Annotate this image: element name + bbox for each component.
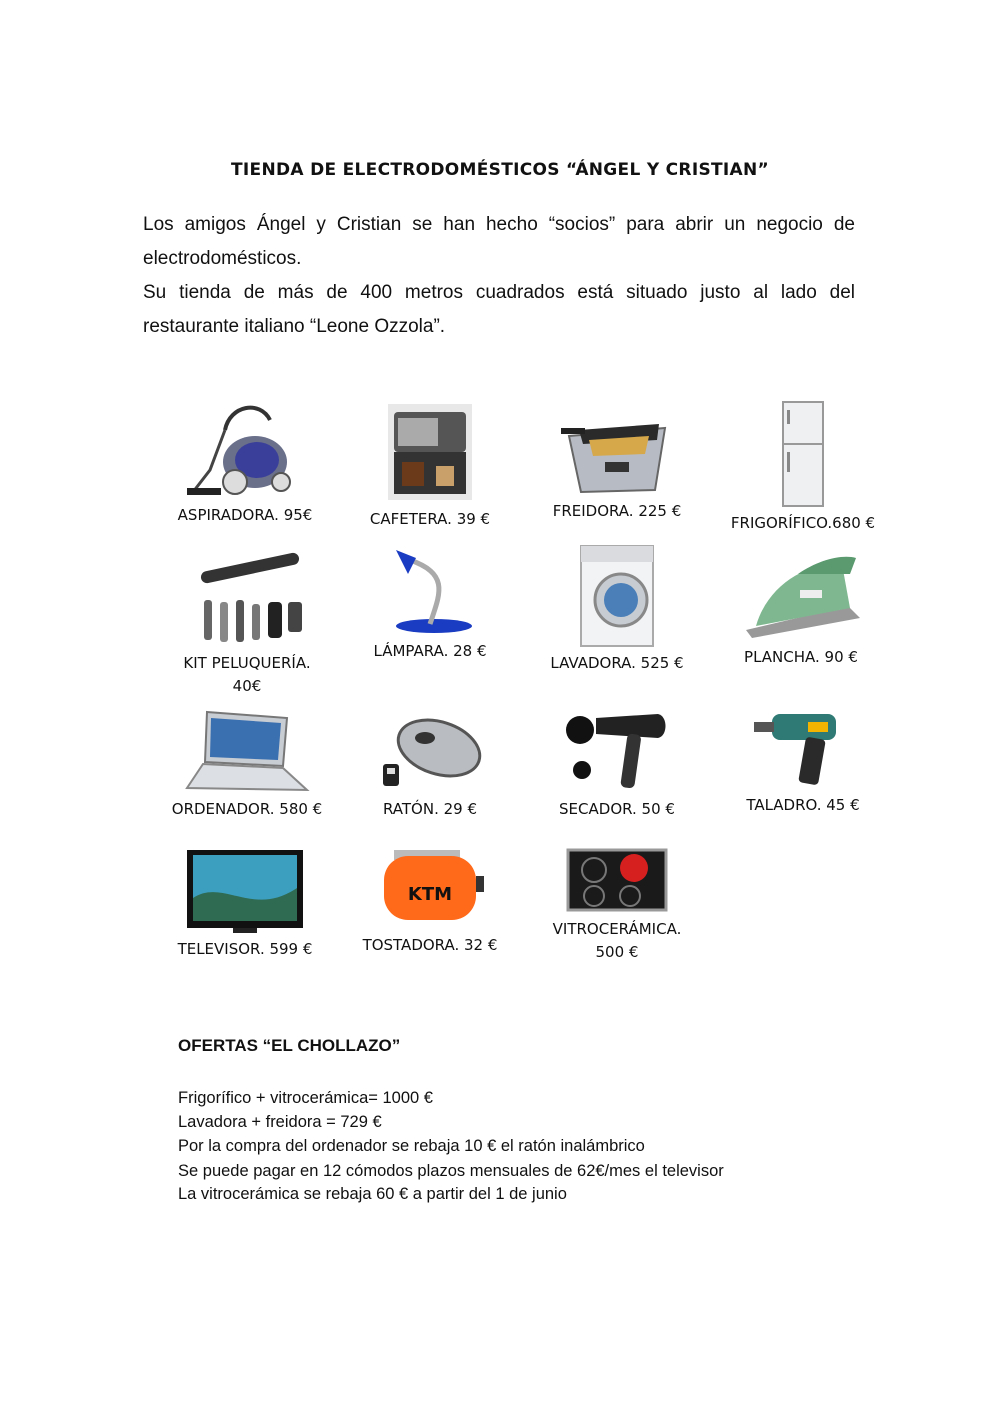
drill-icon [748,708,858,790]
intro-paragraph: Los amigos Ángel y Cristian se han hecho “socios” para abrir un negocio de electrodomésticos. [143,214,855,269]
page-title: TIENDA DE ELECTRODOMÉSTICOS “ÁNGEL Y CRISTIAN” [231,160,769,180]
iron-icon [738,544,864,642]
offer-line: Se puede pagar en 12 cómodos plazos mensuales de 62€/mes el televisor [178,1162,724,1180]
product-raton [340,708,520,821]
product-televisor [155,848,335,961]
washing-machine-icon [567,544,667,648]
product-label: ORDENADOR. 580 € [171,800,323,818]
product-cafetera [340,400,520,531]
product-secador [527,708,707,821]
product-plancha [711,544,891,669]
product-aspiradora [155,400,335,527]
product-lavadora [527,544,707,675]
product-taladro [713,708,893,817]
offer-line: Frigorífico + vitrocerámica= 1000 € [178,1089,433,1107]
product-label: PLANCHA. 90 € [744,648,858,666]
product-label: TELEVISOR. 599 € [177,940,313,958]
fryer-icon [559,400,675,496]
product-label: ASPIRADORA. 95€ [177,506,313,524]
product-label: TALADRO. 45 € [746,796,860,814]
product-vitroceramica [527,848,707,964]
offers-section [178,1036,738,1206]
product-label: VITROCERÁMICA. 500 € [552,920,682,961]
product-freidora [527,400,707,523]
hair-dryer-icon [562,708,672,794]
product-lampara [340,544,520,663]
vacuum-cleaner-icon [185,400,305,500]
offer-line: La vitrocerámica se rebaja 60 € a partir del 1 de junio [178,1185,567,1203]
coffee-maker-icon [380,400,480,504]
lamp-icon [370,544,490,636]
product-ordenador [157,708,337,821]
tv-icon [183,848,307,934]
product-label: LAVADORA. 525 € [550,654,684,672]
product-label: SECADOR. 50 € [559,800,675,818]
product-frigorifico [713,400,893,535]
fridge-icon [763,400,843,508]
product-label: RATÓN. 29 € [382,800,478,818]
product-label: LÁMPARA. 28 € [373,642,487,660]
toaster-icon [370,848,490,930]
product-tostadora [340,848,520,957]
product-label: FRIGORÍFICO.680 € [730,514,876,532]
product-label: TOSTADORA. 32 € [362,936,498,954]
product-label: KIT PELUQUERÍA. 40€ [183,654,311,695]
offers-heading: OFERTAS “EL CHOLLAZO” [178,1036,401,1055]
hair-kit-icon [184,544,310,648]
product-label: FREIDORA. 225 € [552,502,682,520]
svg-text:KTM: KTM [407,884,453,905]
mouse-icon [375,708,485,794]
offer-line: Por la compra del ordenador se rebaja 10 € el ratón inalámbrico [178,1137,645,1155]
product-kit-peluqueria [157,544,337,698]
laptop-icon [183,708,311,794]
intro-text [143,208,855,344]
cooktop-icon [566,848,668,912]
product-label: CAFETERA. 39 € [369,510,491,528]
offer-line: Lavadora + freidora = 729 € [178,1113,382,1131]
intro-paragraph: Su tienda de más de 400 metros cuadrados está situado justo al lado del restaurante italiano “Leone Ozzola”. [143,282,855,337]
